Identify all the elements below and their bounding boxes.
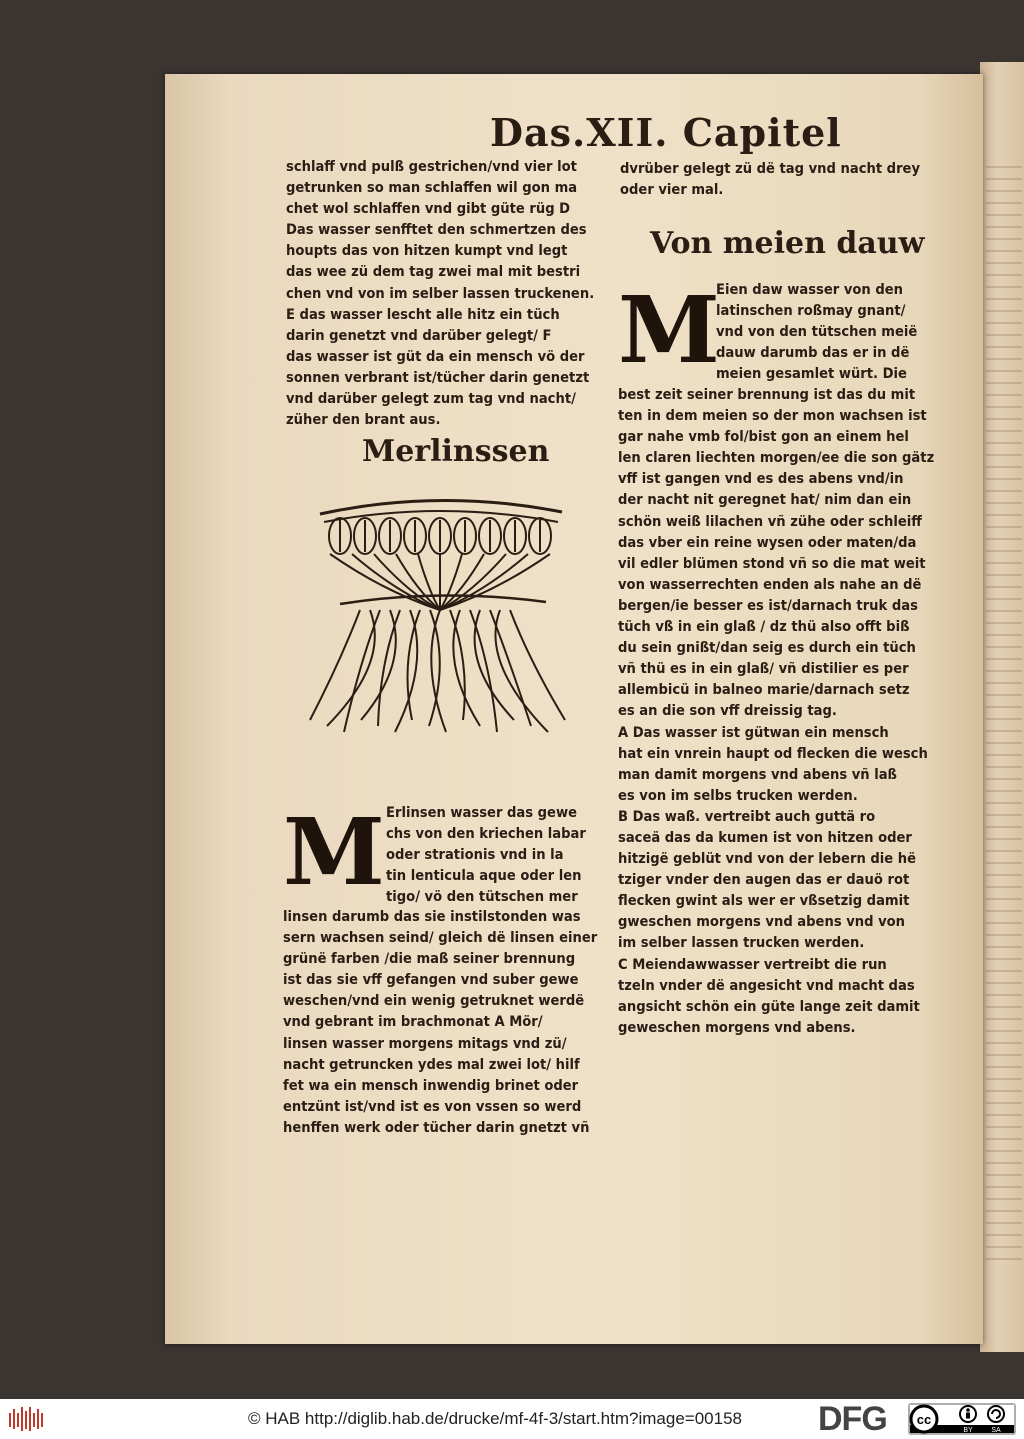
- svg-text:cc: cc: [916, 1412, 932, 1427]
- left-column-top: [286, 156, 606, 430]
- root-strand: [495, 610, 548, 732]
- viewer-footer-bar: [0, 1399, 1024, 1439]
- text-line: Eien daw wasser von den: [716, 281, 903, 298]
- text-line: meien gesamlet würt. Die: [716, 365, 907, 383]
- section-heading-merlinssen: Merlinssen: [362, 434, 550, 469]
- text-line: der nacht nit geregnet hat/ nim dan ein: [618, 491, 912, 509]
- text-line: weschen/vnd ein wenig getruknet werdë: [283, 992, 585, 1010]
- text-line: gweschen morgens vnd abens vnd von: [618, 913, 906, 931]
- root-strand: [310, 610, 360, 720]
- text-line: darin genetzt vnd darüber gelegt/ F: [286, 326, 552, 344]
- root-strand: [378, 610, 400, 726]
- text-line: vnd darüber gelegt zum tag vnd nacht/: [286, 390, 576, 408]
- root-strand: [327, 610, 375, 726]
- text-line: getrunken so man schlaffen wil gon ma: [286, 179, 578, 197]
- root-strand: [408, 610, 421, 720]
- text-line: das wee zü dem tag zwei mal mit bestri: [286, 263, 581, 281]
- decorated-initial-right: M: [618, 276, 720, 384]
- text-line: vff ist gangen vnd es des abens vnd/in: [618, 470, 904, 488]
- text-line: ten in dem meien so der mon wachsen ist: [618, 407, 927, 425]
- section-heading-meien-dauw: Von meien dauw: [650, 226, 925, 261]
- text-line: vñ thü es in ein glaß/ vñ distilier es per: [618, 660, 909, 678]
- barcode-icon: [8, 1405, 44, 1433]
- text-line: es an die son vff dreissig tag.: [618, 702, 837, 720]
- text-line: tigo/ vö den tütschen mer: [386, 888, 578, 906]
- text-line: du sein gnißt/dan seig es durch ein tüch: [618, 639, 916, 657]
- right-column-body: [618, 384, 948, 1038]
- text-line: man damit morgens vnd abens vñ laß: [618, 765, 897, 783]
- text-line: züher den brant aus.: [286, 411, 441, 429]
- text-line: allembicü in balneo marie/darnach setz: [618, 681, 910, 699]
- text-line: vil edler blümen stond vñ so die mat weit: [618, 554, 926, 572]
- text-line: len claren liechten morgen/ee die son gätz: [618, 449, 935, 467]
- text-line: nacht getruncken ydes mal zwei lot/ hilf: [283, 1055, 580, 1073]
- text-line: vnd gebrant im brachmonat A Mör/: [283, 1013, 543, 1031]
- text-line: ist das sie vff gefangen vnd suber gewe: [283, 971, 579, 989]
- license-by-label: BY: [963, 1427, 973, 1434]
- text-line: bergen/ie besser es ist/darnach truk das: [618, 596, 918, 614]
- left-column-bottom: [283, 906, 613, 1138]
- copyright-link[interactable]: © HAB http://diglib.hab.de/drucke/mf-4f-3/start.htm?image=00158: [248, 1409, 742, 1428]
- text-line: grünë farben /die maß seiner brennung: [283, 950, 576, 968]
- root-strand: [470, 610, 497, 732]
- text-line: oder strationis vnd in la: [386, 846, 564, 864]
- dfg-logo: DFG: [818, 1400, 887, 1438]
- text-line: schlaff vnd pulß gestrichen/vnd vier lot: [286, 158, 577, 175]
- text-line: es von im selbs trucken werden.: [618, 786, 858, 804]
- text-line: geweschen morgens vnd abens.: [618, 1018, 856, 1036]
- right-column-top: [620, 158, 950, 200]
- left-column-beside-initial: [386, 802, 606, 907]
- text-line: das wasser ist güt da ein mensch vö der: [286, 347, 585, 365]
- text-line: tin lenticula aque oder len: [386, 867, 582, 885]
- text-line: chs von den kriechen labar: [386, 825, 586, 843]
- text-line: Das wasser senfftet den schmertzen des: [286, 221, 587, 239]
- text-line: hat ein vnrein haupt od flecken die wesch: [618, 744, 928, 762]
- text-line: dvrüber gelegt zü dë tag vnd nacht drey: [620, 160, 921, 177]
- text-line: linsen darumb das sie instilstonden was: [283, 908, 581, 925]
- text-line: dauw darumb das er in dë: [716, 344, 910, 362]
- text-line: chen vnd von im selber lassen truckenen.: [286, 284, 595, 302]
- text-line: C Meiendawwasser vertreibt die run: [618, 955, 887, 973]
- text-line: im selber lassen trucken werden.: [618, 934, 865, 952]
- text-line: sonnen verbrant ist/tücher darin genetzt: [286, 368, 590, 386]
- text-line: houpts das von hitzen kumpt vnd legt: [286, 242, 568, 260]
- decorated-initial-left: M: [283, 798, 385, 906]
- running-head: Das.XII. Capitel: [490, 110, 842, 155]
- text-line: linsen wasser morgens mitags vnd zü/: [283, 1034, 567, 1052]
- merlinssen-woodcut-illustration: [300, 492, 580, 742]
- text-line: tüch vß in ein glaß / dz thü also offt biß: [618, 618, 910, 636]
- text-line: chet wol schlaffen vnd gibt güte rüg D: [286, 200, 571, 218]
- text-line: tziger vnder den augen das er dauö rot: [618, 871, 910, 889]
- text-line: best zeit seiner brennung ist das du mit: [618, 386, 916, 403]
- root-strand: [510, 610, 565, 720]
- text-line: gar nahe vmb fol/bist gon an einem hel: [618, 428, 909, 446]
- text-line: henffen werk oder tücher darin gnetzt vñ: [283, 1118, 590, 1136]
- facing-page-bleed-through: [986, 160, 1022, 1260]
- text-line: latinschen roßmay gnant/: [716, 302, 906, 320]
- cc-by-sa-license-icon[interactable]: [908, 1403, 1016, 1435]
- text-line: A Das wasser ist gütwan ein mensch: [618, 723, 889, 741]
- root-strand: [450, 610, 465, 720]
- text-line: saceä das da kumen ist von hitzen oder: [618, 828, 912, 846]
- text-line: hitzigë geblüt vnd von der lebern die hë: [618, 850, 916, 868]
- right-column-beside-initial: [716, 279, 946, 384]
- text-line: schön weiß lilachen vñ zühe oder schleiff: [618, 512, 922, 530]
- text-line: vnd von den tütschen meië: [716, 323, 918, 341]
- text-line: Erlinsen wasser das gewe: [386, 804, 577, 821]
- text-line: tzeln vnder dë angesicht vnd macht das: [618, 976, 915, 994]
- text-line: flecken gwint als wer er vßsetzig damit: [618, 892, 910, 910]
- text-line: sern wachsen seind/ gleich dë linsen einer: [283, 929, 598, 947]
- text-line: oder vier mal.: [620, 181, 724, 199]
- text-line: von wasserrechten enden als nahe an dë: [618, 575, 922, 593]
- text-line: entzünt ist/vnd ist es von vssen so werd: [283, 1097, 582, 1115]
- text-line: das vber ein reine wysen oder maten/da: [618, 533, 917, 551]
- text-line: E das wasser lescht alle hitz ein tüch: [286, 305, 560, 323]
- license-sa-label: SA: [991, 1427, 1001, 1434]
- text-line: angsicht schön ein güte lange zeit damit: [618, 997, 920, 1015]
- text-line: B Das waß. vertreibt auch guttä ro: [618, 807, 876, 825]
- text-line: fet wa ein mensch inwendig brinet oder: [283, 1076, 579, 1094]
